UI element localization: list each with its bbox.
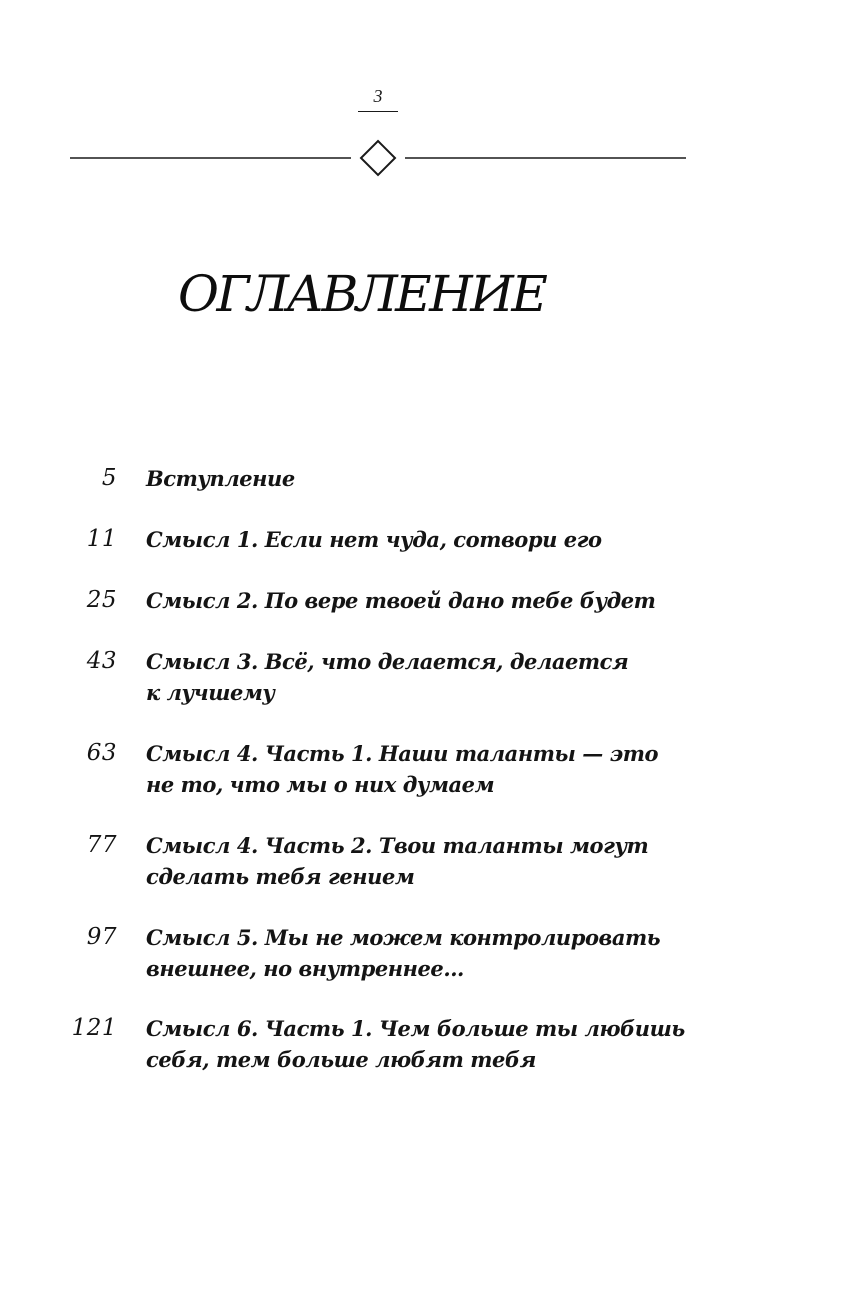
toc-entry-title [146,463,686,494]
toc-page-number: 63 [86,740,117,766]
toc-page-number: 121 [71,1015,117,1041]
toc-entry-title [146,922,686,984]
toc-entry-line: Смысл 4. Часть 1. Наши таланты — это [146,741,659,766]
toc-page-number: 25 [86,587,117,613]
toc-entry-line: Смысл 1. Если нет чуда, сотвори его [146,527,602,552]
toc-title: ОГЛАВЛЕНИЕ [178,265,546,323]
toc-entry-title [146,738,686,800]
toc-entry-line: не то, что мы о них думаем [146,772,495,797]
toc-entry-title [146,524,686,555]
toc-entry-line: себя, тем больше любят тебя [146,1047,536,1072]
toc-entry-line: Смысл 2. По вере твоей дано тебе будет [146,588,656,613]
toc-page-number: 77 [86,832,117,858]
toc-page-number: 43 [86,648,117,674]
toc-page-number: 97 [86,924,117,950]
toc-entry-line: внешнее, но внутреннее... [146,956,464,981]
toc-entry-line: Смысл 6. Часть 1. Чем больше ты любишь [146,1016,685,1041]
toc-entry-line: Смысл 3. Всё, что делается, делается [146,649,629,674]
toc-entry-title [146,646,686,708]
toc-page-number: 11 [86,526,117,552]
toc-page-number: 5 [101,465,117,491]
toc-entry-line: Вступление [146,466,295,491]
toc-entry-title [146,585,686,616]
toc-entry-line: сделать тебя гением [146,864,415,889]
toc-entry-line: Смысл 5. Мы не можем контролировать [146,925,661,950]
page-number: 3 [373,86,383,106]
toc-entry-title [146,1013,686,1075]
toc-entry-title [146,830,686,892]
toc-entry-line: к лучшему [146,680,275,705]
toc-entry-line: Смысл 4. Часть 2. Твои таланты могут [146,833,649,858]
